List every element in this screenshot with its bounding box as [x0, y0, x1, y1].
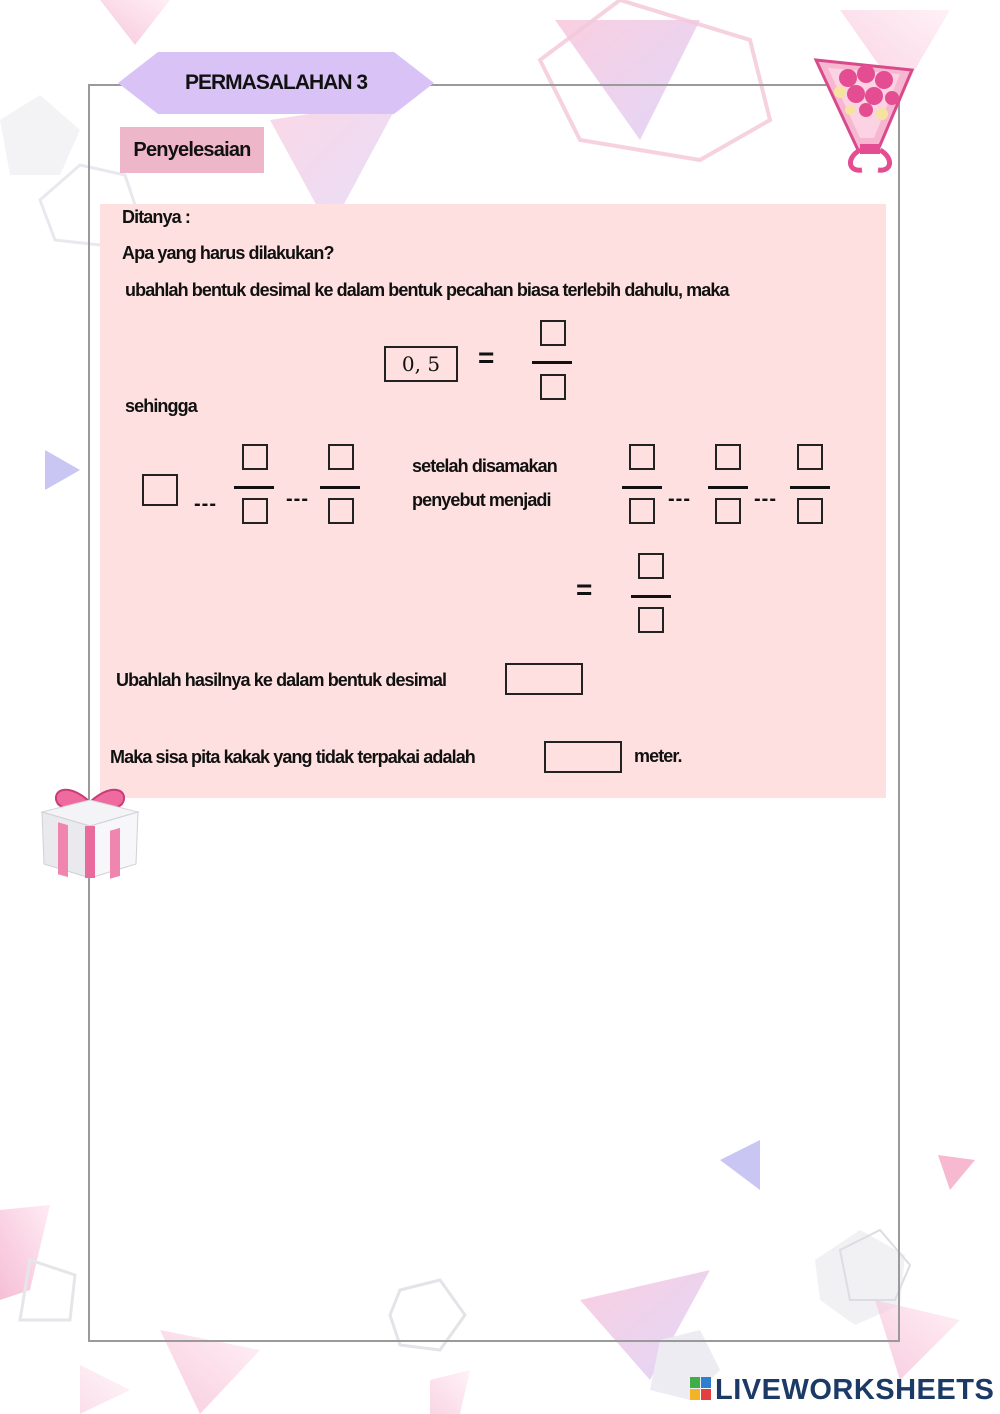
final-answer-input[interactable]	[544, 741, 622, 773]
whole-number-input[interactable]	[142, 474, 178, 506]
numerator-input[interactable]	[715, 444, 741, 470]
brand-name: LIVEWORKSHEETS	[715, 1374, 995, 1406]
sehingga-label: sehingga	[125, 396, 197, 416]
numerator-input[interactable]	[797, 444, 823, 470]
denominator-input[interactable]	[540, 374, 566, 400]
final-answer-prompt: Maka sisa pita kakak yang tidak terpakai adalah	[110, 747, 475, 767]
liveworksheets-logo	[690, 1374, 994, 1407]
fraction-bar	[622, 486, 662, 489]
fraction-bar	[631, 595, 671, 598]
numerator-input[interactable]	[242, 444, 268, 470]
gift-box-icon	[36, 778, 144, 880]
section-label: Penyelesaian	[120, 127, 264, 173]
after-equalize-text: setelah disamakan	[412, 456, 557, 476]
ditanya-label: Ditanya :	[122, 207, 190, 227]
fraction-bar	[790, 486, 830, 489]
operator-dashes: ---	[194, 493, 217, 515]
denominator-input[interactable]	[715, 498, 741, 524]
operator-dashes: ---	[668, 488, 691, 510]
fraction-bar	[320, 486, 360, 489]
numerator-input[interactable]	[629, 444, 655, 470]
denominator-becomes-text: penyebut menjadi	[412, 490, 551, 510]
equals-sign: =	[576, 574, 593, 605]
flower-bouquet-icon	[808, 40, 920, 182]
unit-label: meter.	[634, 746, 682, 766]
denominator-input[interactable]	[328, 498, 354, 524]
equals-sign: =	[478, 342, 495, 373]
denominator-input[interactable]	[629, 498, 655, 524]
fraction-bar	[234, 486, 274, 489]
denominator-input[interactable]	[242, 498, 268, 524]
instruction-text: ubahlah bentuk desimal ke dalam bentuk pecahan biasa terlebih dahulu, maka	[125, 280, 729, 300]
operator-dashes: ---	[286, 488, 309, 510]
numerator-input[interactable]	[540, 320, 566, 346]
page-title: PERMASALAHAN 3	[184, 71, 367, 94]
result-numerator-input[interactable]	[638, 553, 664, 579]
numerator-input[interactable]	[328, 444, 354, 470]
fraction-bar	[708, 486, 748, 489]
operator-dashes: ---	[754, 488, 777, 510]
question-text: Apa yang harus dilakukan?	[122, 243, 334, 263]
decimal-value: 0, 5	[384, 346, 458, 382]
decimal-answer-input[interactable]	[505, 663, 583, 695]
convert-decimal-prompt: Ubahlah hasilnya ke dalam bentuk desimal	[116, 670, 447, 690]
liveworksheets-logo-icon	[690, 1377, 712, 1401]
result-denominator-input[interactable]	[638, 607, 664, 633]
denominator-input[interactable]	[797, 498, 823, 524]
fraction-bar	[532, 361, 572, 364]
